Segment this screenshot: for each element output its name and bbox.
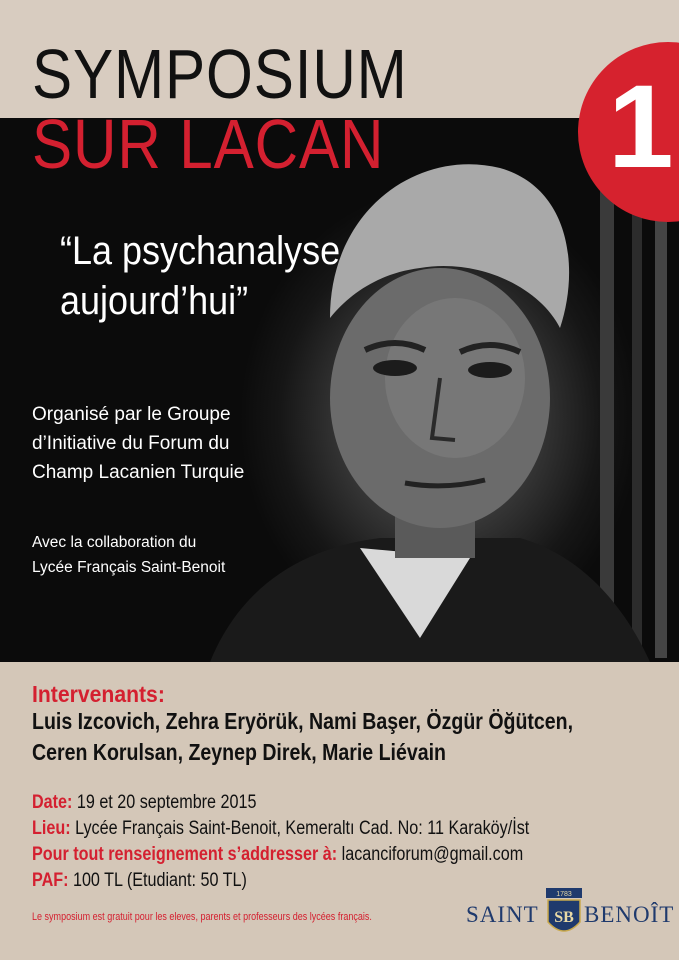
organizer-line-1: Organisé par le Groupe bbox=[32, 404, 231, 425]
collaboration-text bbox=[32, 530, 332, 580]
logo-word-benoit: BENOÎT bbox=[584, 902, 675, 927]
organizer-line-3: Champ Lacanien Turquie bbox=[32, 462, 245, 483]
logo-word-saint: SAINT bbox=[466, 902, 539, 927]
contact-row bbox=[32, 842, 661, 868]
contact-label: Pour tout renseignement s’addresser à: bbox=[32, 844, 338, 865]
crest-year: 1783 bbox=[556, 891, 572, 898]
subtitle-line-1: “La psychanalyse bbox=[60, 229, 341, 273]
crest-monogram: SB bbox=[554, 909, 574, 926]
venue-row bbox=[32, 816, 661, 842]
title-line-2: SUR LACAN bbox=[32, 105, 385, 183]
background-bar bbox=[600, 178, 614, 658]
speakers-line-1: Luis Izcovich, Zehra Eryörük, Nami Başer, Özgür Öğütcen, bbox=[32, 708, 574, 734]
organizer-line-2: d’Initiative du Forum du bbox=[32, 433, 230, 454]
crest-icon bbox=[544, 886, 584, 942]
footer-note: Le symposium est gratuit pour les eleves, parents et professeurs des lycées français. bbox=[32, 911, 372, 923]
venue-value: Lycée Français Saint-Benoit, Kemeraltı Cad. No: 11 Karaköy/İst bbox=[70, 818, 530, 839]
venue-label: Lieu: bbox=[32, 818, 71, 839]
fee-value: 100 TL (Etudiant: 50 TL) bbox=[68, 870, 247, 891]
background-bar bbox=[632, 158, 642, 658]
portrait-illustration bbox=[0, 118, 679, 662]
subtitle-line-2: aujourd’hui” bbox=[60, 279, 249, 323]
event-details bbox=[32, 790, 661, 894]
collaboration-line-2: Lycée Français Saint-Benoit bbox=[32, 559, 226, 576]
date-value: 19 et 20 septembre 2015 bbox=[72, 792, 257, 813]
organizer-text bbox=[32, 400, 332, 487]
left-eye bbox=[373, 360, 417, 376]
speakers-line-2: Ceren Korulsan, Zeynep Direk, Marie Liévain bbox=[32, 739, 446, 765]
contact-email[interactable]: lacanciforum@gmail.com bbox=[337, 844, 524, 865]
date-row bbox=[32, 790, 661, 816]
fee-label: PAF: bbox=[32, 870, 69, 891]
background-bar bbox=[655, 198, 667, 658]
portrait-photo bbox=[0, 118, 679, 662]
face-highlight bbox=[385, 298, 525, 458]
collaboration-line-1: Avec la collaboration du bbox=[32, 534, 197, 551]
edition-number: 1 bbox=[608, 61, 674, 193]
saint-benoit-logo bbox=[466, 886, 675, 942]
right-eye bbox=[468, 362, 512, 378]
speakers-list bbox=[32, 706, 627, 768]
date-label: Date: bbox=[32, 792, 73, 813]
subtitle bbox=[60, 226, 340, 326]
title-line-1: SYMPOSIUM bbox=[32, 35, 408, 113]
speakers-heading: Intervenants: bbox=[32, 681, 165, 707]
